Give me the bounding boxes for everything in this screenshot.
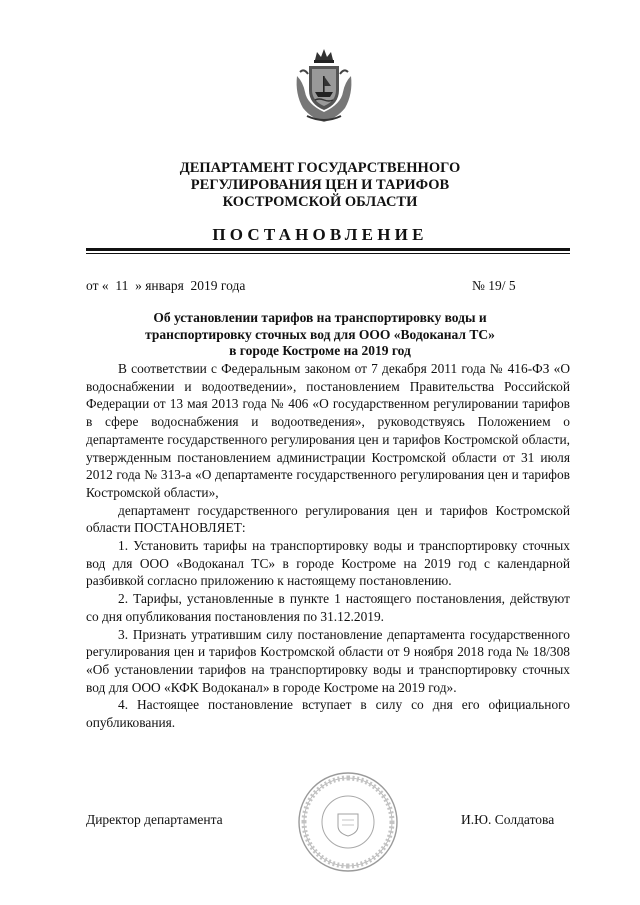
header-divider-thick [86,248,570,251]
item-3-paragraph: 3. Признать утратившим силу постановление департамента государственного регулирования цен и тарифов Костромской области от 9 ноября 2018 года № 18/308 «Об установлении тарифов на транспортировку воды и транспортировку сточных вод для ООО «КФК Водоканал» в городе Костроме на 2019 год». [86,626,570,695]
resolves-paragraph: департамент государственного регулирования цен и тарифов Костромской области ПОСТАНОВЛЯЕТ: [86,502,570,536]
document-body [86,360,570,732]
signatory-position: Директор департамента [86,812,223,827]
official-seal-icon [296,770,400,874]
document-date: от « 11 » января 2019 года [86,278,246,293]
issuing-department-line-3: КОСТРОМСКОЙ ОБЛАСТИ [222,194,418,210]
signatory-name: И.Ю. Солдатова [461,812,555,827]
preamble-paragraph: В соответствии с Федеральным законом от 7 декабря 2011 года № 416-ФЗ «О водоснабжении и водоотведении», постановлением Правительства Российской Федерации от 13 мая 2013 года № 406 «О государственном регулировании тарифов в сфере водоснабжения и водоотведения», руководствуясь Положением о департаменте государственного регулирования цен и тарифов Костромской области, утвержденным постановлением администрации Костромской области от 31 июля 2012 года № 313-а «О департаменте государственного регулирования цен и тарифов Костромской области», [86,361,570,500]
issuing-department-line-1: ДЕПАРТАМЕНТ ГОСУДАРСТВЕННОГО [179,160,461,176]
document-title-line-3: в городе Костроме на 2019 год [229,343,411,358]
coat-of-arms-icon [293,46,355,124]
item-1-paragraph: 1. Установить тарифы на транспортировку воды и транспортировку сточных вод для ООО «Водоканал ТС» в городе Костроме на 2019 год с календарной разбивкой согласно приложению к настоящему постановлению. [86,538,570,589]
document-title-line-2: транспортировку сточных вод для ООО «Водоканал ТС» [145,326,495,342]
item-2-paragraph: 2. Тарифы, установленные в пункте 1 настоящего постановления, действуют со дня опубликования постановления по 31.12.2019. [86,591,570,624]
item-4-paragraph: 4. Настоящее постановление вступает в силу со дня его официального опубликования. [86,697,570,731]
document-number: № 19/ 5 [472,278,516,293]
document-type: ПОСТАНОВЛЕНИЕ [212,225,428,244]
header-divider-thin [86,253,570,254]
issuing-department-line-2: РЕГУЛИРОВАНИЯ ЦЕН И ТАРИФОВ [190,177,450,193]
document-title-line-1: Об установлении тарифов на транспортировку воды и [153,310,487,325]
